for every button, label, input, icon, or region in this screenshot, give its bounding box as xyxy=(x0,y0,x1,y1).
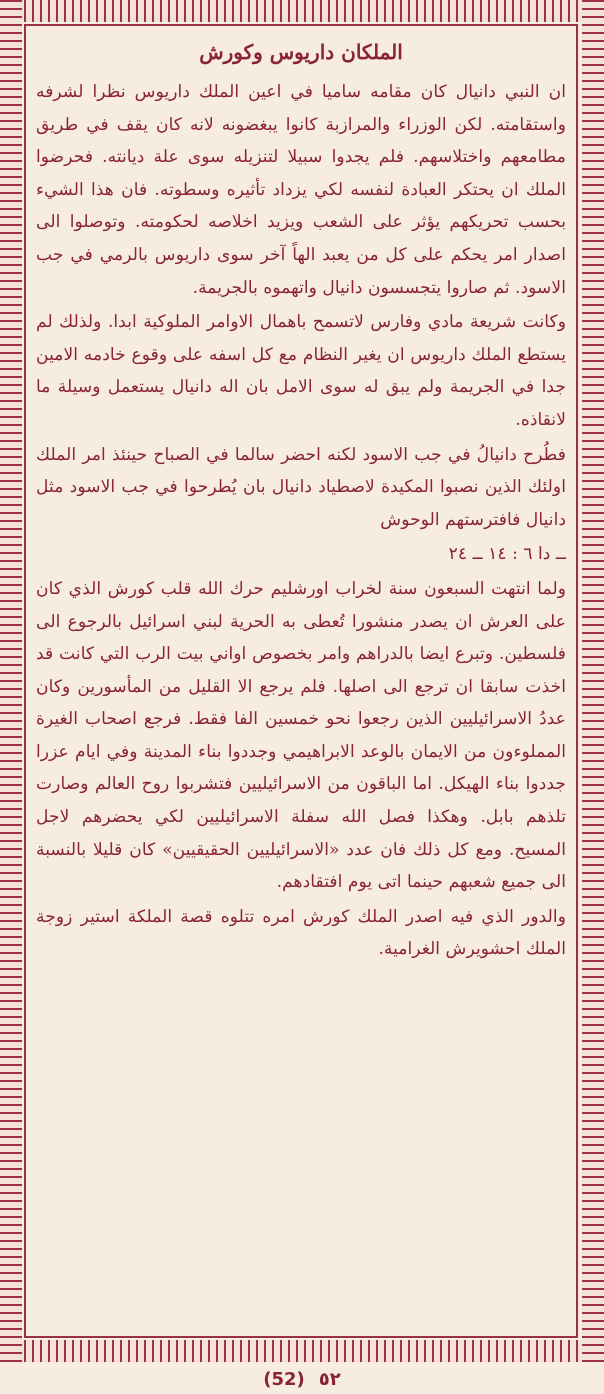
border-right xyxy=(582,0,604,1362)
page-title: الملكان داريوس وكورش xyxy=(199,40,403,64)
page-number-arabic: ٥٢ xyxy=(318,1368,341,1390)
page-content xyxy=(36,36,566,1326)
paragraph-3: فطُرح دانيالُ في جب الاسود لكنه احضر سالما في الصباح حينئذ امر الملك اولئك الذين نصبوا المكيدة لاصطياد دانيال بان يُطرحوا في جب الاسود مثل دانيال فافترستهم الوحوش xyxy=(36,444,566,530)
paragraph-5: والدور الذي فيه اصدر الملك كورش امره تتلوه قصة الملكة استير زوجة الملك احشويرش الغرامية. xyxy=(36,906,566,960)
paragraph-1: ان النبي دانيال كان مقامه ساميا في اعين الملك داريوس نظرا لشرفه واستقامته. لكن الوزراء والمرازبة كانوا يبغضونه لانه كان يقف في طريق مطامعهم واختلاسهم. فلم يجدوا سبيلا لتنزيله سوى علة ديانته. فحرضوا الملك ان يحتكر العبادة لنفسه لكي يزداد تأثيره وسطوته. فان هذا الشيء بحسب تحريكهم يؤثر على الشعب ويزيد اخلاصه لحكومته. وتوصلوا الى اصدار امر يحكم على كل من يعبد الهاً آخر سوى داريوس بالرمي في جب الاسود. ثم صاروا يتجسسون دانيال واتهموه بالجريمة. xyxy=(36,82,566,298)
paragraph-4: ولما انتهت السبعون سنة لخراب اورشليم حرك الله قلب كورش الذي كان على العرش ان يصدر منشورا تُعطى به الحرية لبني اسرائيل بالرجوع الى فلسطين. وتبرع ايضا بالدراهم وامر بخصوص اواني بيت الرب التي كانت قد اخذت سابقا ان ترجع الى اصلها. فلم يرجع الا القليل من المأسورين وكان عددُ الاسرائيليين الذين رجعوا نحو خمسين الفا فقط. فرجع اصحاب الغيرة المملوءون من الايمان بالوعد الابراهيمي وجددوا بناء المدينة وفي ايام عزرا جددوا بناء الهيكل. اما الباقون من الاسرائيليين فتشربوا روح العالم وصارت تلذهم بابل. وهكذا فصل الله سفلة الاسرائيليين لكي يحضرهم لاجل المسيح. ومع كل ذلك فان عدد «الاسرائيليين الحقيقيين» كان قليلا بالنسبة الى جميع شعبهم حينما اتى يوم افتقادهم. xyxy=(36,578,567,893)
border-left xyxy=(0,0,22,1362)
page-footer xyxy=(0,1364,604,1394)
verse-reference: ــ دا ٦ : ١٤ ــ ٢٤ xyxy=(448,544,566,565)
page-number-latin: (52) xyxy=(263,1368,305,1390)
border-bottom xyxy=(0,1340,604,1362)
border-top xyxy=(0,0,604,22)
paragraph-2: وكانت شريعة مادي وفارس لاتسمح باهمال الاوامر الملوكية ابدا. ولذلك لم يستطع الملك داريوس ان يغير النظام مع كل اسفه على وقوع خادمه الامين جدا في الجريمة ولم يبق له سوى الامل بان اله دانيال يستعمل وسيلة ما لانقاذه. xyxy=(36,312,566,430)
